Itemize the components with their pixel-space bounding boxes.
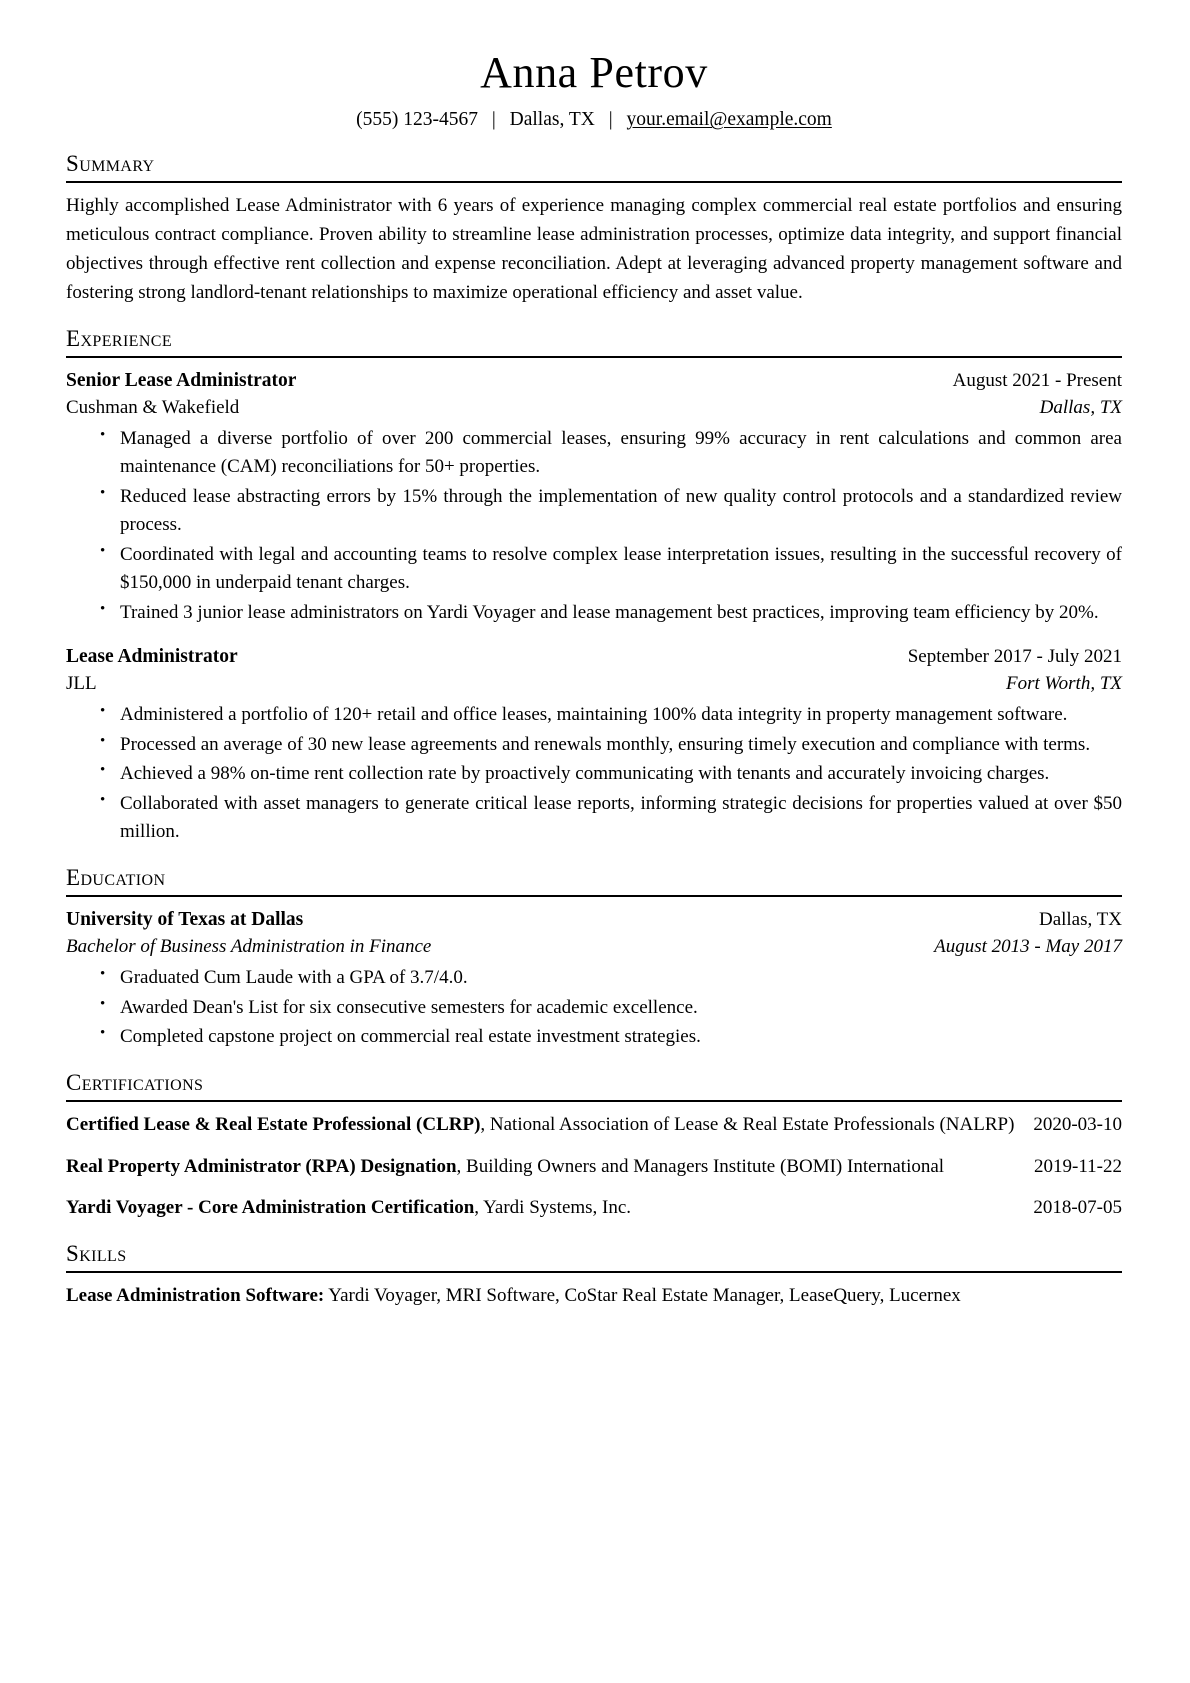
- education-degree-row: [66, 934, 1122, 961]
- experience-title-row: [66, 367, 1122, 395]
- job-title: Lease Administrator: [66, 646, 238, 668]
- section-divider: [66, 1100, 1122, 1102]
- certification-issuer: , Building Owners and Managers Institute (BOMI) International: [456, 1155, 945, 1177]
- education-bullet: • Awarded Dean's List for six consecutive semesters for academic excellence.: [100, 994, 1122, 1023]
- job-date: September 2017 - July 2021: [907, 646, 1122, 668]
- education-bullet: • Completed capstone project on commercial real estate investment strategies.: [100, 1023, 1122, 1052]
- section-divider: [66, 1271, 1122, 1273]
- job-location: Dallas, TX: [1039, 396, 1122, 418]
- job-bullet: • Achieved a 98% on-time rent collection rate by proactively communicating with tenants and accurately invoicing charges.: [100, 760, 1122, 789]
- section-certifications: [66, 1070, 1122, 1223]
- experience-org-row: [66, 395, 1122, 422]
- section-title-summary: Summary: [66, 150, 155, 176]
- job-bullet-list: [66, 701, 1122, 847]
- section-education: [66, 865, 1122, 1052]
- job-bullet-list: [66, 425, 1122, 628]
- certification-entry: [66, 1111, 1122, 1140]
- certification-name: Certified Lease & Real Estate Professional (CLRP): [66, 1114, 481, 1136]
- candidate-name: Anna Petrov: [480, 48, 708, 97]
- contact-separator: |: [608, 109, 613, 131]
- contact-email[interactable]: your.email@example.com: [626, 109, 832, 131]
- section-skills: [66, 1241, 1122, 1311]
- education-bullet-list: [66, 964, 1122, 1052]
- section-title-certifications: Certifications: [66, 1069, 204, 1095]
- education-entry: [66, 906, 1122, 1051]
- job-bullet: • Administered a portfolio of 120+ retail and office leases, maintaining 100% data integrity in property management software.: [100, 701, 1122, 730]
- contact-phone: (555) 123-4567: [356, 109, 478, 131]
- certification-date: 2020-03-10: [1033, 1114, 1122, 1136]
- certification-date: 2018-07-05: [1033, 1197, 1122, 1219]
- school-name: University of Texas at Dallas: [66, 909, 304, 931]
- experience-org-row: [66, 671, 1122, 698]
- job-organization: JLL: [66, 673, 97, 695]
- job-organization: Cushman & Wakefield: [66, 396, 240, 418]
- section-title-skills: Skills: [66, 1240, 127, 1266]
- contact-location: Dallas, TX: [509, 109, 595, 131]
- education-institution-row: [66, 906, 1122, 934]
- resume-header: [66, 48, 1122, 133]
- job-bullet: • Managed a diverse portfolio of over 200 commercial leases, ensuring 99% accuracy in rent calculations and common area maintenance (CAM) reconciliations for 50+ properties.: [100, 425, 1122, 482]
- contact-separator: |: [491, 109, 496, 131]
- skill-group: [66, 1282, 1122, 1311]
- job-bullet: • Collaborated with asset managers to generate critical lease reports, informing strategic decisions for properties valued at over $50 million.: [100, 790, 1122, 847]
- job-bullet: • Coordinated with legal and accounting teams to resolve complex lease interpretation issues, resulting in the successful recovery of $150,000 in underpaid tenant charges.: [100, 541, 1122, 598]
- job-date: August 2021 - Present: [952, 369, 1122, 391]
- section-divider: [66, 356, 1122, 358]
- degree-name: Bachelor of Business Administration in Finance: [66, 936, 432, 958]
- section-divider: [66, 895, 1122, 897]
- degree-date: August 2013 - May 2017: [934, 936, 1122, 958]
- summary-text: Highly accomplished Lease Administrator with 6 years of experience managing complex commercial real estate portfolios and ensuring meticulous contract compliance. Proven ability to streamline lease administration processes, optimize data integrity, and support financial objectives through effective rent collection and expense reconciliation. Adept at leveraging advanced property management software and fostering strong landlord-tenant relationships to maximize operational efficiency and asset value.: [66, 195, 1122, 303]
- section-divider: [66, 181, 1122, 183]
- job-location: Fort Worth, TX: [1006, 673, 1122, 695]
- certification-entry: [66, 1153, 1122, 1182]
- section-title-experience: Experience: [66, 325, 173, 351]
- experience-entry: [66, 643, 1122, 846]
- education-bullet: • Graduated Cum Laude with a GPA of 3.7/4.0.: [100, 964, 1122, 993]
- certification-name: Yardi Voyager - Core Administration Certification: [66, 1197, 475, 1219]
- skill-category: Lease Administration Software:: [66, 1285, 325, 1307]
- experience-title-row: [66, 643, 1122, 671]
- section-title-education: Education: [66, 864, 166, 890]
- contact-line: [66, 107, 1122, 132]
- certification-issuer: , National Association of Lease & Real Estate Professionals (NALRP): [480, 1114, 1015, 1136]
- job-bullet: • Reduced lease abstracting errors by 15% through the implementation of new quality control protocols and a standardized review process.: [100, 483, 1122, 540]
- certification-entry: [66, 1194, 1122, 1223]
- job-bullet: • Processed an average of 30 new lease agreements and renewals monthly, ensuring timely execution and compliance with terms.: [100, 731, 1122, 760]
- job-bullet: • Trained 3 junior lease administrators on Yardi Voyager and lease management best practices, improving team efficiency by 20%.: [100, 599, 1122, 628]
- school-location: Dallas, TX: [1038, 909, 1122, 931]
- section-summary: [66, 151, 1122, 308]
- certification-issuer: , Yardi Systems, Inc.: [474, 1197, 632, 1219]
- experience-entry: [66, 367, 1122, 627]
- job-title: Senior Lease Administrator: [66, 369, 297, 391]
- certification-date: 2019-11-22: [1034, 1155, 1122, 1177]
- certification-name: Real Property Administrator (RPA) Designation: [66, 1155, 457, 1177]
- section-experience: [66, 326, 1122, 847]
- skill-items: Yardi Voyager, MRI Software, CoStar Real Estate Manager, LeaseQuery, Lucernex: [324, 1285, 961, 1307]
